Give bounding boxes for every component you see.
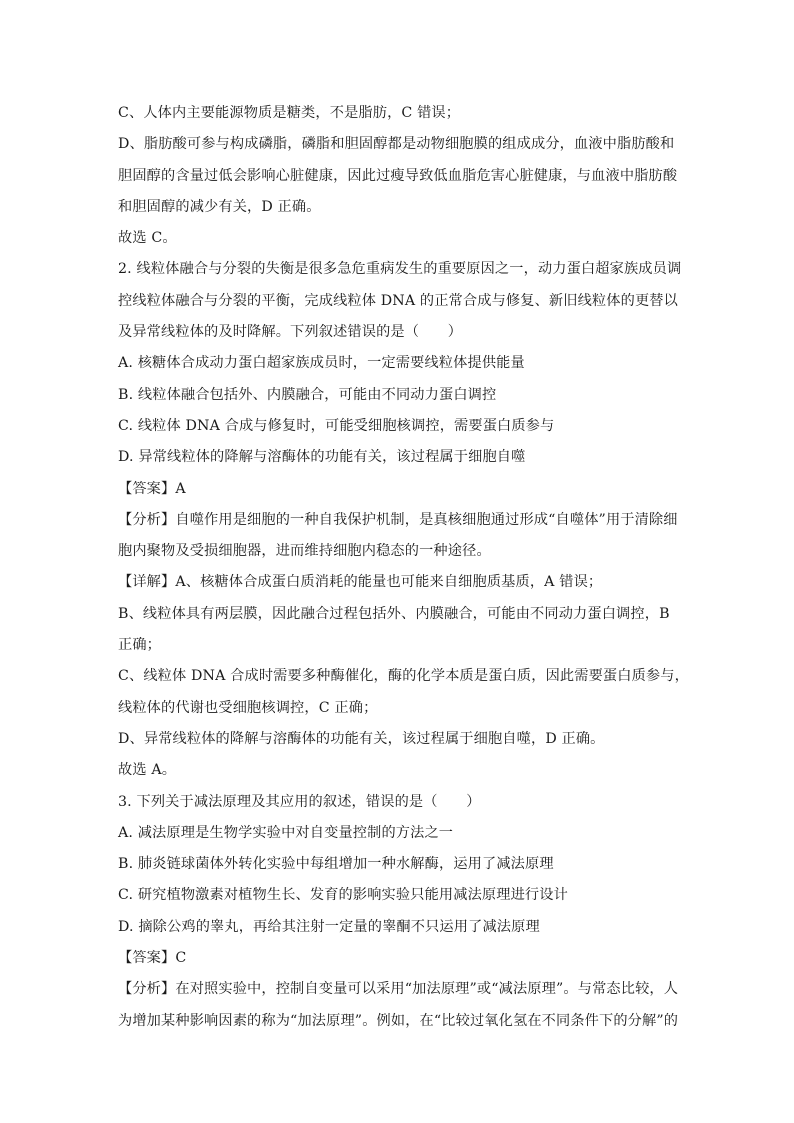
detail-text: C、线粒体 DNA 合成时需要多种酶催化，酶的化学本质是蛋白质，因此需要蛋白质参与， xyxy=(118,668,689,685)
question-3-option-b: B. 肺炎链球菌体外转化实验中每组增加一种水解酶，运用了减法原理 xyxy=(118,856,554,873)
question-3-option-a: A. 减法原理是生物学实验中对自变量控制的方法之一 xyxy=(118,824,454,841)
question-3-option-c: C. 研究植物激素对植物生长、发育的影响实验只能用减法原理进行设计 xyxy=(118,887,568,904)
question-2-option-a: A. 核糖体合成动力蛋白超家族成员时，一定需要线粒体提供能量 xyxy=(118,355,525,372)
detail-text: 线粒体的代谢也受细胞核调控，C 正确； xyxy=(118,699,378,716)
analysis-text: 【分析】自噬作用是细胞的一种自我保护机制，是真核细胞通过形成“自噬体”用于清除细 xyxy=(118,511,678,528)
question-3-stem: 3. 下列关于减法原理及其应用的叙述，错误的是（ ） xyxy=(118,793,481,810)
question-2-stem: 控线粒体融合与分裂的平衡，完成线粒体 DNA 的正常合成与修复、新旧线粒体的更替以 xyxy=(118,292,678,309)
answer-label: 【答案】A xyxy=(118,480,186,497)
text-line: C、人体内主要能源物质是糖类，不是脂肪，C 错误； xyxy=(118,105,461,121)
answer-label: 【答案】C xyxy=(118,950,187,967)
question-2-option-d: D. 异常线粒体的降解与溶酶体的功能有关，该过程属于细胞自噬 xyxy=(118,449,526,466)
detail-text: 【详解】A、核糖体合成蛋白质消耗的能量也可能来自细胞质基质，A 错误； xyxy=(118,574,603,591)
question-2-stem: 及异常线粒体的及时降解。下列叙述错误的是（ ） xyxy=(118,324,463,341)
text-line: 和胆固醇的减少有关，D 正确。 xyxy=(118,198,321,215)
detail-text: B、线粒体具有两层膜，因此融合过程包括外、内膜融合，可能由不同动力蛋白调控，B xyxy=(118,605,670,622)
conclusion-text: 故选 A。 xyxy=(118,762,177,779)
analysis-text: 【分析】在对照实验中，控制自变量可以采用“加法原理”或“减法原理”。与常态比较，人 xyxy=(118,981,679,998)
detail-text: 正确； xyxy=(118,637,162,654)
question-3-option-d: D. 摘除公鸡的睾丸，再给其注射一定量的睾酮不只运用了减法原理 xyxy=(118,918,540,935)
document-page xyxy=(118,98,689,1037)
detail-text: D、异常线粒体的降解与溶酶体的功能有关，该过程属于细胞自噬，D 正确。 xyxy=(118,730,605,747)
analysis-text: 胞内聚物及受损细胞器，进而维持细胞内稳态的一种途径。 xyxy=(118,543,491,560)
question-2-option-c: C. 线粒体 DNA 合成与修复时，可能受细胞核调控，需要蛋白质参与 xyxy=(118,417,555,434)
text-line: 故选 C。 xyxy=(118,230,177,247)
question-2-stem: 2. 线粒体融合与分裂的失衡是很多急危重病发生的重要原因之一，动力蛋白超家族成员调 xyxy=(118,261,682,278)
question-2-option-b: B. 线粒体融合包括外、内膜融合，可能由不同动力蛋白调控 xyxy=(118,386,497,403)
text-line: 胆固醇的含量过低会影响心脏健康，因此过瘦导致低血脂危害心脏健康，与血液中脂肪酸 xyxy=(118,167,678,184)
text-line: D、脂肪酸可参与构成磷脂，磷脂和胆固醇都是动物细胞膜的组成成分，血液中脂肪酸和 xyxy=(118,136,675,153)
analysis-text: 为增加某种影响因素的称为“加法原理”。例如，在“比较过氧化氢在不同条件下的分解”的 xyxy=(118,1012,679,1029)
